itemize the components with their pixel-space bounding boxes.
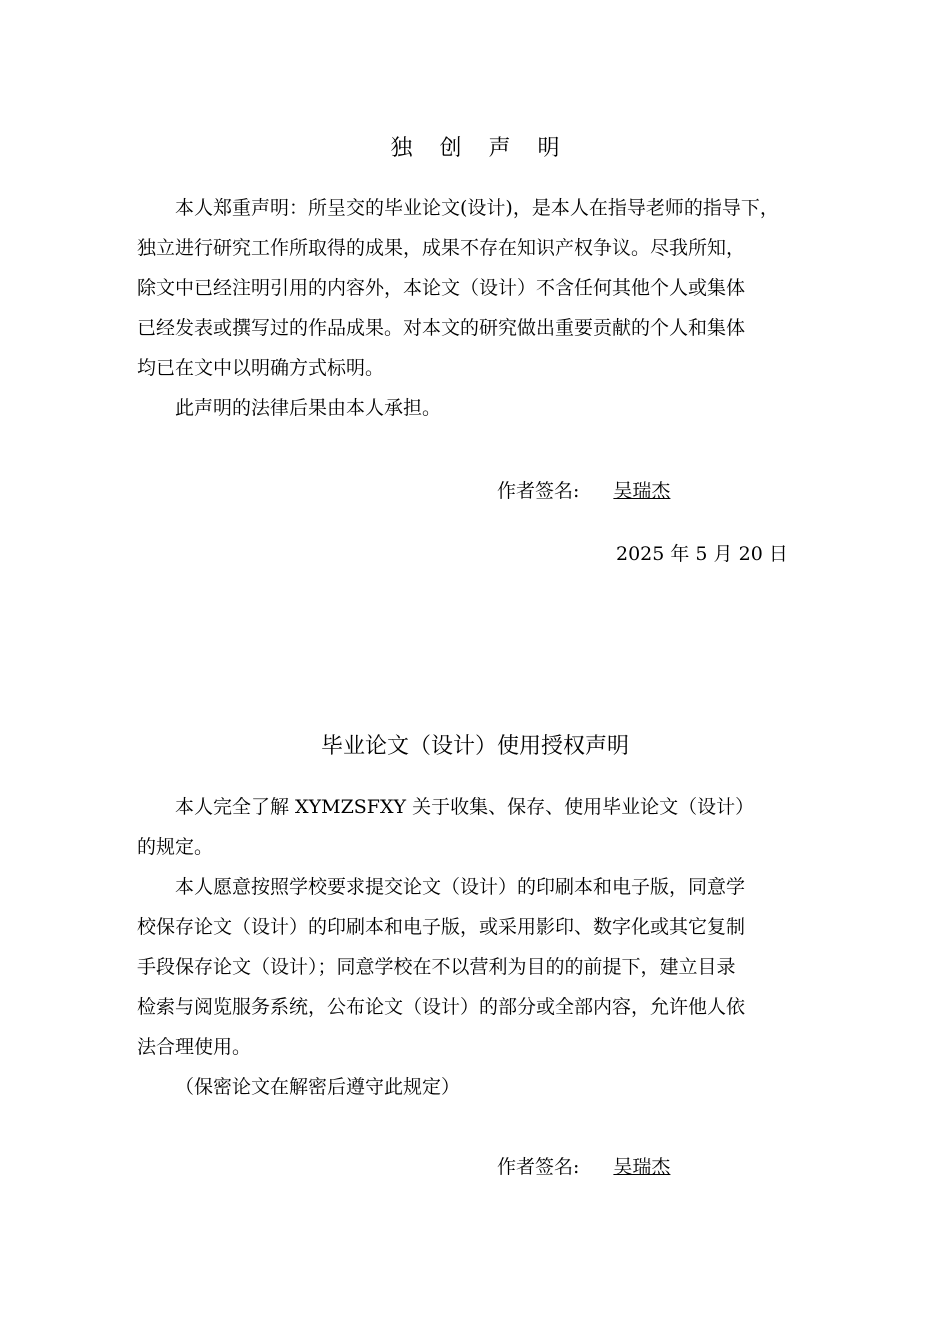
paragraph-line: 校保存论文（设计）的印刷本和电子版，或采用影印、数字化或其它复制 bbox=[137, 916, 746, 938]
authorization-signature bbox=[497, 1153, 680, 1181]
paragraph-line: 的规定。 bbox=[137, 836, 214, 858]
authorization-declaration-title: 毕业论文（设计）使用授权声明 bbox=[320, 734, 629, 759]
paragraph-line: 检索与阅览服务系统，公布论文（设计）的部分或全部内容，允许他人依 bbox=[137, 996, 746, 1018]
paragraph-line: 法合理使用。 bbox=[137, 1036, 252, 1058]
paragraph-line: 本人愿意按照学校要求提交论文（设计）的印刷本和电子版，同意学 bbox=[175, 876, 746, 898]
paragraph-line: 手段保存论文（设计）；同意学校在不以营利为目的的前提下，建立目录 bbox=[137, 956, 736, 978]
originality-declaration-title: 独 创 声 明 bbox=[390, 136, 570, 161]
paragraph-line: 本人郑重声明：所呈交的毕业论文(设计)，是本人在指导老师的指导下， bbox=[175, 197, 779, 219]
signature-name: 吴瑞杰 bbox=[613, 480, 671, 502]
signature-label: 作者签名: bbox=[497, 1156, 580, 1178]
authorization-declaration-body bbox=[137, 787, 877, 1107]
paragraph-line: 均已在文中以明确方式标明。 bbox=[137, 357, 385, 379]
originality-declaration-body bbox=[137, 188, 877, 428]
confidentiality-note: （保密论文在解密后遵守此规定） bbox=[175, 1076, 461, 1098]
paragraph-line: 独立进行研究工作所取得的成果，成果不存在知识产权争议。尽我所知， bbox=[137, 237, 746, 259]
paragraph-line: 除文中已经注明引用的内容外，本论文（设计）不含任何其他个人或集体 bbox=[137, 277, 746, 299]
originality-signature bbox=[497, 477, 680, 505]
signature-date: 2025 年 5 月 20 日 bbox=[616, 543, 788, 565]
paragraph-line: 此声明的法律后果由本人承担。 bbox=[175, 397, 442, 419]
signature-label: 作者签名: bbox=[497, 480, 580, 502]
paragraph-line: 本人完全了解 XYMZSFXY 关于收集、保存、使用毕业论文（设计） bbox=[175, 796, 755, 818]
signature-name: 吴瑞杰 bbox=[613, 1156, 671, 1178]
paragraph-line: 已经发表或撰写过的作品成果。对本文的研究做出重要贡献的个人和集体 bbox=[137, 317, 746, 339]
